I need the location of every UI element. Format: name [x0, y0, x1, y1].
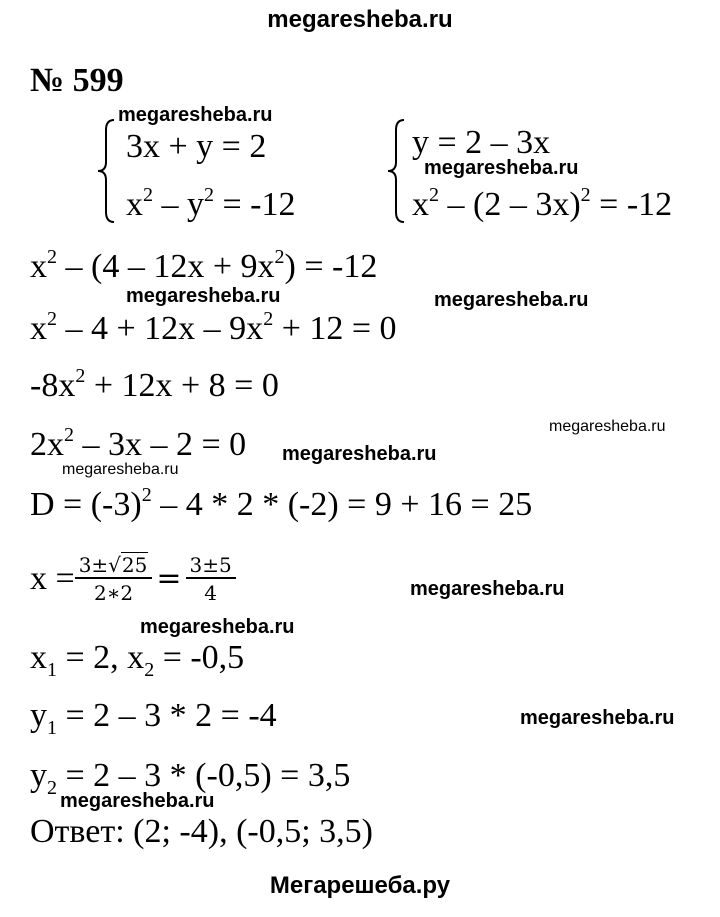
step-3: $-8x^2 + 12x + 8 = 0$	[30, 365, 279, 404]
step-9-y2: $y_2 = 2 - 3 * (-0,5) = 3,5$	[30, 757, 351, 799]
answer: Ответ: (2; -4), (-0,5; 3,5)	[30, 813, 373, 850]
watermark: megaresheba.ru	[434, 289, 589, 311]
system1-equation2: $x^2 - y^2 = -12$	[126, 184, 296, 223]
watermark: megaresheba.ru	[140, 616, 295, 638]
sqrt-icon: √	[108, 553, 121, 577]
step-5-discriminant: $D = (-3)^2 - 4 * 2 * (-2) = 9 + 16 = 25$	[30, 484, 533, 523]
step-2: $x^2 - 4 + 12x - 9x^2 + 12 = 0$	[30, 308, 397, 347]
step-8-y1: $y_1 = 2 - 3 * 2 = -4$	[30, 697, 277, 739]
watermark: megaresheba.ru	[410, 578, 565, 600]
watermark: megaresheba.ru	[118, 104, 273, 126]
watermark: megaresheba.ru	[424, 157, 579, 179]
watermark: megaresheba.ru	[126, 285, 281, 307]
left-brace-icon	[96, 118, 118, 224]
fraction-1: $\frac{3\pm√25}{2∗2}$	[75, 555, 153, 603]
watermark: megaresheba.ru	[60, 790, 215, 812]
problem-number: № 599	[30, 62, 124, 99]
watermark: megaresheba.ru	[282, 443, 437, 465]
system1-equation1: 3x + y = 2	[126, 128, 267, 165]
step-6-roots-formula: x = $\frac{3\pm√25}{2∗2}$ = $\frac{3\pm 5}{4}$	[30, 555, 236, 603]
step-1: $x^2 - (4 - 12x + 9x^2) = -12$	[30, 246, 378, 285]
watermark-bottom[interactable]: Мегарешеба.ру	[269, 872, 451, 899]
left-brace-icon	[386, 118, 408, 224]
watermark-top[interactable]: megaresheba.ru	[267, 6, 453, 33]
watermark: megaresheba.ru	[549, 418, 666, 435]
watermark: megaresheba.ru	[62, 461, 179, 478]
step-4: $2x^2 - 3x - 2 = 0$	[30, 424, 247, 463]
step-7-roots: $x_1 = 2$, $x_2 = -0,5$	[30, 639, 245, 681]
watermark: megaresheba.ru	[520, 707, 675, 729]
fraction-2: $\frac{3\pm 5}{4}$	[186, 555, 236, 603]
system2-equation2: $x^2 - (2 - 3x)^2 = -12$	[412, 184, 673, 223]
system2-equation1: y = 2 – 3x	[412, 124, 551, 161]
